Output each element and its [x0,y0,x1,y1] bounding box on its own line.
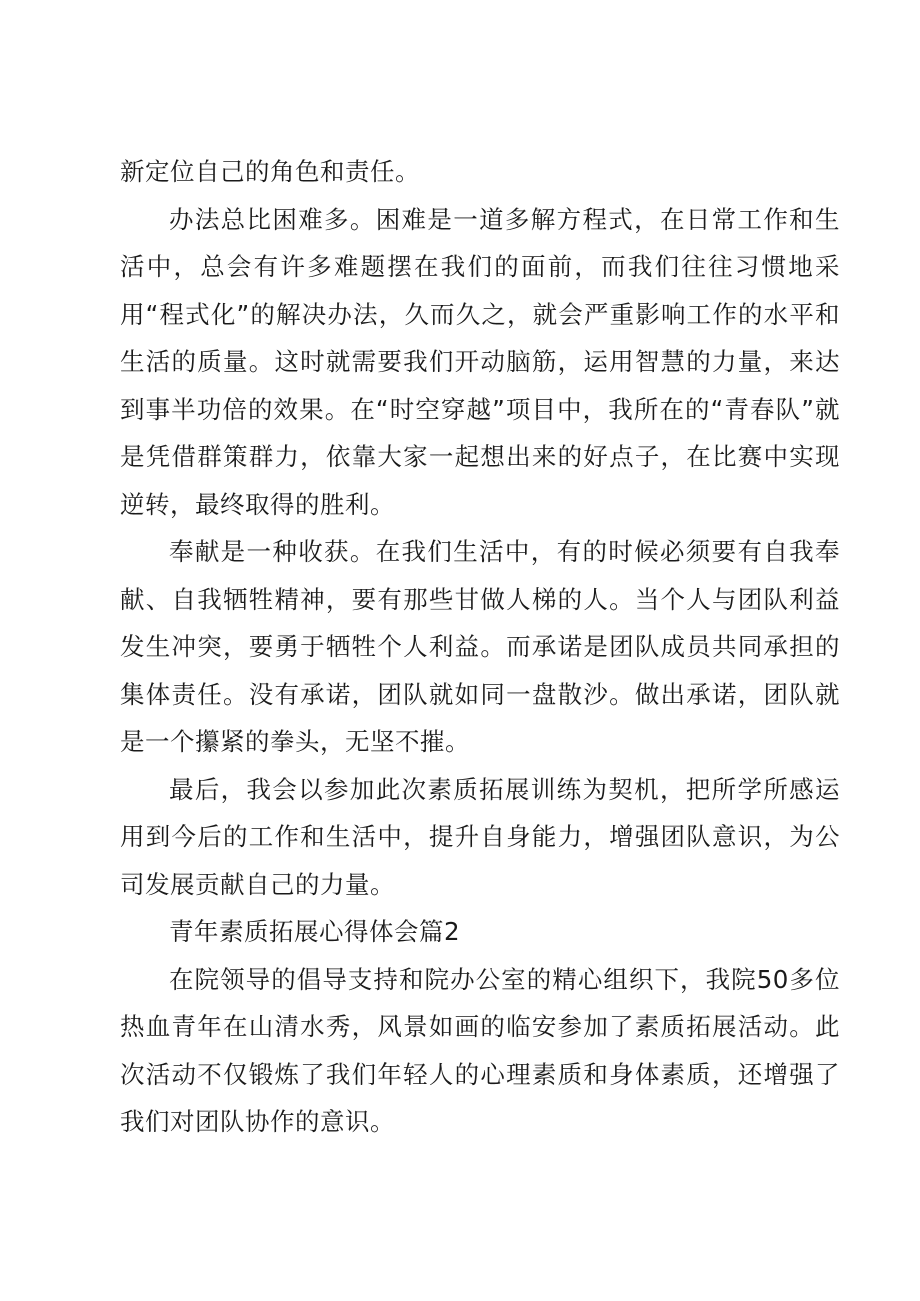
section-heading: 青年素质拓展心得体会篇2 [169,917,461,946]
paragraph-intro-part2: 在院领导的倡导支持和院办公室的精心组织下，我院50多位热血青年在山清水秀，风景如画的临安参加了素质拓展活动。此次活动不仅锻炼了我们年轻人的心理素质和身体素质，还增强了我们对团队协作的意识。 [120,964,840,1136]
paragraph-conclusion: 最后，我会以参加此次素质拓展训练为契机，把所学所感运用到今后的工作和生活中，提升自身能力，增强团队意识，为公司发展贡献自己的力量。 [120,774,840,899]
paragraph-solutions: 办法总比困难多。困难是一道多解方程式，在日常工作和生活中，总会有许多难题摆在我们的面前，而我们往往习惯地采用“程式化”的解决办法，久而久之，就会严重影响工作的水平和生活的质量。这时就需要我们开动脑筋，运用智慧的力量，来达到事半功倍的效果。在“时空穿越”项目中，我所在的“青春队”就是凭借群策群力，依靠大家一起想出来的好点子，在比赛中实现逆转，最终取得的胜利。 [120,204,840,519]
paragraph-continuation: 新定位自己的角色和责任。 [120,157,420,186]
document-body [120,148,840,1146]
paragraph-dedication: 奉献是一种收获。在我们生活中，有的时候必须要有自我奉献、自我牺牲精神，要有那些甘做人梯的人。当个人与团队利益发生冲突，要勇于牺牲个人利益。而承诺是团队成员共同承担的集体责任。没有承诺，团队就如同一盘散沙。做出承诺，团队就是一个攥紧的拳头，无坚不摧。 [120,537,840,756]
